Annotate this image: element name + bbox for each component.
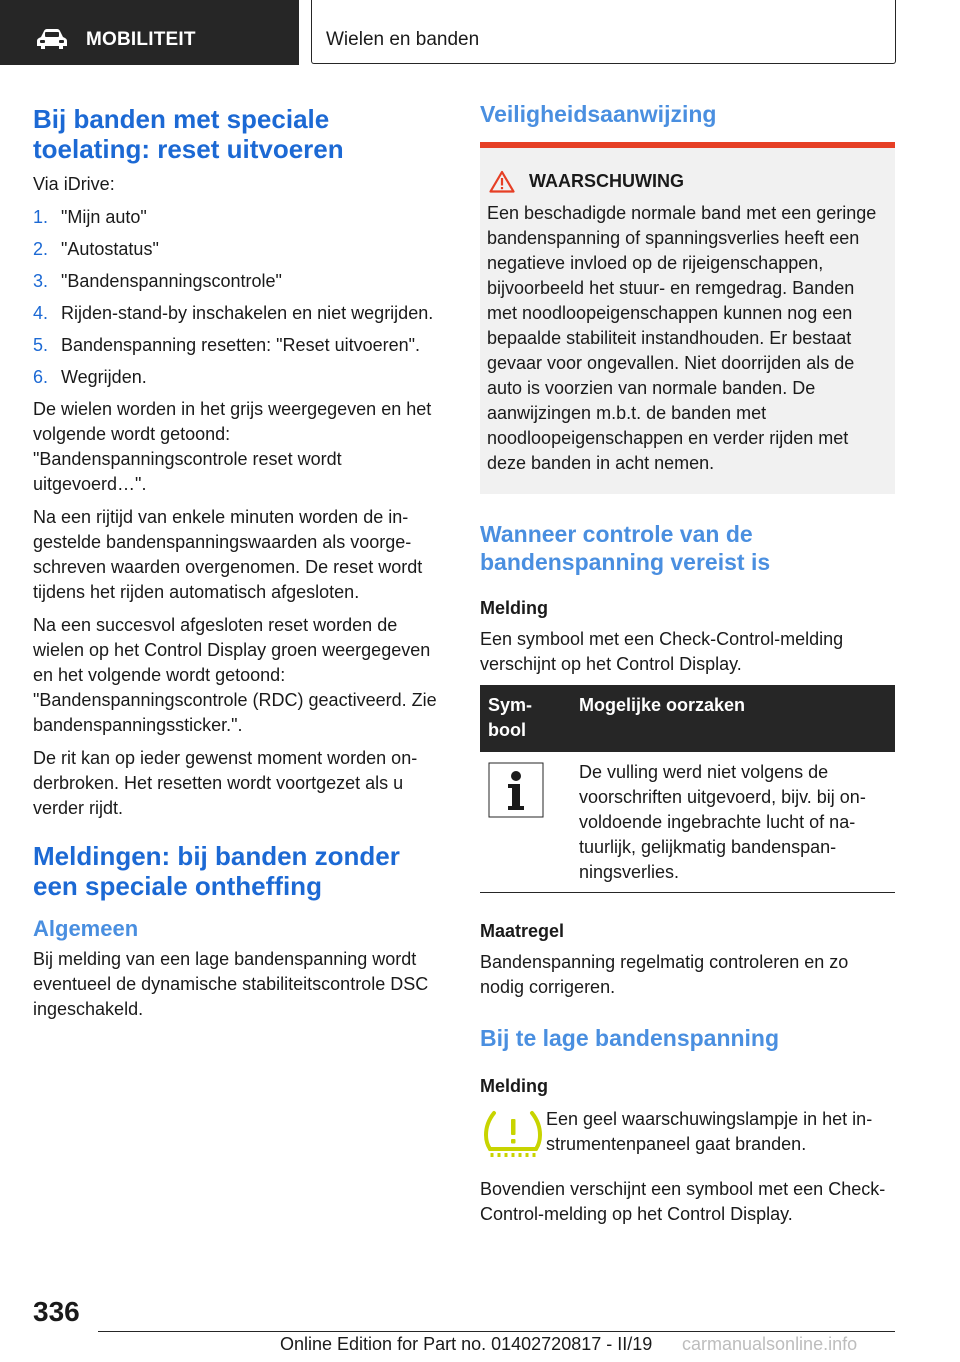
step-number: 3.: [33, 271, 49, 291]
chapter-title: Wielen en banden: [326, 29, 480, 50]
table-header-symbol: Symbool: [480, 685, 571, 752]
list-item: [33, 269, 448, 294]
tire-pressure-warning-icon: [480, 1107, 546, 1163]
step-number: 4.: [33, 303, 49, 323]
paragraph: Bandenspanning regelmatig controleren en zo nodig corrigeren.: [480, 952, 849, 997]
heading-safety: Veiligheidsaanwijzing: [480, 101, 717, 127]
table-row: [480, 752, 895, 893]
warning-text: Een beschadigde normale band met een geringe bandenspanning of spanningsverlies heeft een negatieve invloed op de rijeigenschappen, bijvoorbeeld het stuur- en remgedrag. Banden met noodloopeigenschappen kunnen nog een bepaalde stabiliteit instandhouden. Er bestaat gevaar voor ongevallen. Niet doorrijden als de auto is voorzien van normale banden. De aanwijzingen m.b.t. de banden met noodloopeigenschappen en verder rijden met deze banden in acht nemen.: [487, 203, 877, 473]
label-melding: Melding: [480, 598, 548, 618]
paragraph: Na een succesvol afgesloten reset worden de wielen op het Control Display groen weergegeven en het volgende wordt getoond: "Bandenspanningscontrole (RDC) geactiveerd. Zie bandenspanningssticker.".: [33, 615, 437, 735]
symbol-table: [480, 685, 895, 893]
footer-edition: Online Edition for Part no. 01402720817 - II/19: [280, 1334, 653, 1354]
page-number: 336: [33, 1296, 80, 1327]
heading-general: Algemeen: [33, 916, 139, 941]
step-text: Wegrijden.: [61, 367, 147, 387]
step-text: "Bandenspanningscontrole": [61, 271, 282, 291]
paragraph: Een geel waarschuwingslampje in het instrumentenpaneel gaat branden.: [546, 1109, 873, 1154]
heading-reset: Bij banden met speciale toelating: reset uitvoeren: [33, 104, 344, 164]
step-number: 6.: [33, 367, 49, 387]
paragraph: Bij melding van een lage bandenspanning wordt eventueel de dynamische stabiliteitscontrole DSC ingeschakeld.: [33, 949, 429, 1019]
heading-low-pressure: Bij te lage bandenspanning: [480, 1025, 780, 1051]
paragraph: Na een rijtijd van enkele minuten worden de ingestelde bandenspanningswaarden als voorgeschreven waarden overgenomen. De reset wordt tijdens het rijden automatisch afgesloten.: [33, 507, 423, 602]
step-text: Rijden-stand-by inschakelen en niet wegrijden.: [61, 303, 434, 323]
table-header-causes: Mogelijke oorzaken: [571, 685, 895, 752]
step-text: Bandenspanning resetten: "Reset uitvoeren".: [61, 335, 421, 355]
warning-triangle-icon: [489, 170, 515, 193]
chapter-tab: [311, 0, 896, 64]
list-item: [33, 333, 448, 358]
warning-box: [480, 142, 895, 494]
intro-text: Via iDrive:: [33, 174, 115, 194]
paragraph: De wielen worden in het grijs weergegeven en het volgende wordt getoond: "Bandenspanningscontrole reset wordt uitgevoerd…".: [33, 399, 432, 494]
list-item: [33, 237, 448, 262]
step-text: "Mijn auto": [61, 207, 147, 227]
heading-messages: Meldingen: bij banden zonder een speciale ontheffing: [33, 841, 400, 901]
car-icon: [36, 28, 68, 50]
step-number: 1.: [33, 207, 49, 227]
paragraph: De rit kan op ieder gewenst moment worden onderbroken. Het resetten wordt voortgezet als u verder rijdt.: [33, 748, 418, 818]
label-maatregel: Maatregel: [480, 921, 565, 941]
paragraph: Een symbool met een Check-Control-melding verschijnt op het Control Display.: [480, 629, 844, 674]
info-icon: [488, 762, 544, 818]
list-item: [33, 205, 448, 230]
step-number: 5.: [33, 335, 49, 355]
steps-list: [33, 205, 448, 390]
list-item: [33, 365, 448, 390]
step-text: "Autostatus": [61, 239, 159, 259]
paragraph: Bovendien verschijnt een symbool met een Check-Control-melding op het Control Display.: [480, 1179, 886, 1224]
warning-title: WAARSCHUWING: [529, 171, 684, 191]
footer-divider: [98, 1331, 895, 1332]
watermark: carmanualsonline.info: [682, 1334, 858, 1354]
list-item: [33, 301, 448, 326]
section-tab: [0, 0, 299, 65]
section-title: MOBILITEIT: [86, 29, 196, 50]
table-cell-cause: De vulling werd niet volgens de voorschriften uitgevoerd, bijv. bij onvoldoende ingebrachte lucht of natuurlijk, gelijkmatig bandenspanningsverlies.: [571, 752, 895, 893]
step-number: 2.: [33, 239, 49, 259]
heading-when-check: Wanneer controle van de bandenspanning vereist is: [480, 521, 771, 575]
right-column: [480, 100, 895, 1227]
label-melding: Melding: [480, 1076, 548, 1096]
left-column: [33, 100, 448, 1022]
